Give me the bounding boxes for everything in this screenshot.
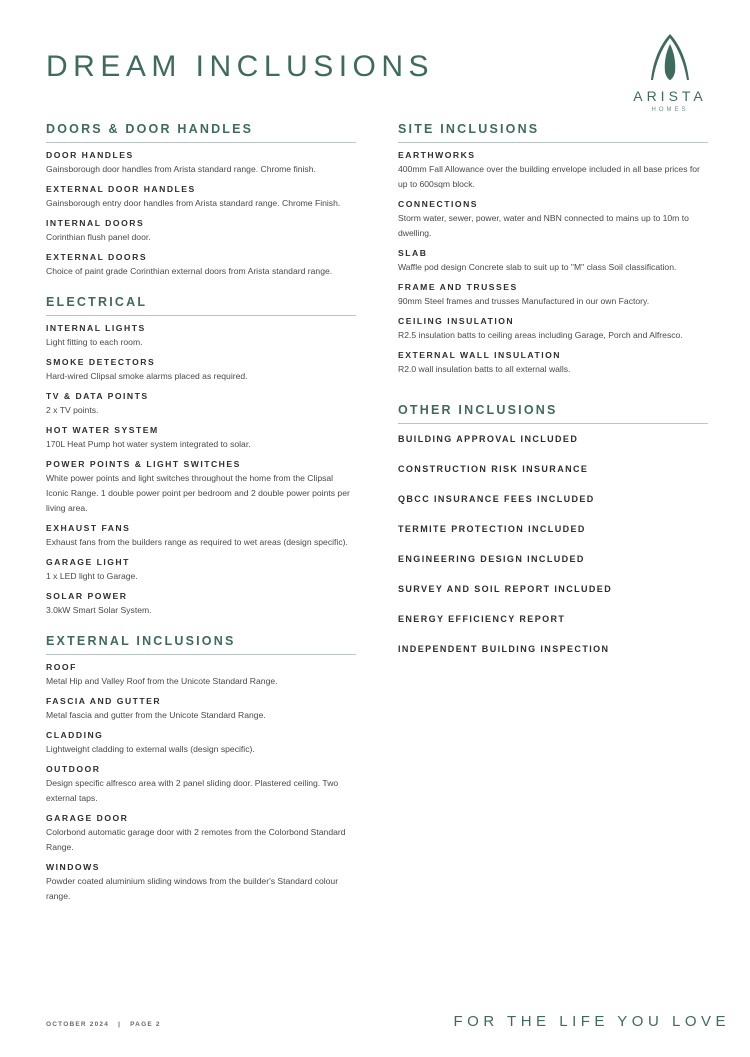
inclusion-description: R2.0 wall insulation batts to all external walls. bbox=[398, 364, 571, 374]
other-inclusion-item: BUILDING APPROVAL INCLUDED bbox=[398, 434, 579, 444]
footer-page-number: PAGE 2 bbox=[130, 1021, 161, 1028]
section-title: OTHER INCLUSIONS bbox=[398, 403, 558, 417]
inclusion-description: Storm water, sewer, power, water and NBN connected to mains up to 10m to dwelling. bbox=[398, 213, 689, 238]
inclusion-description: Hard-wired Clipsal smoke alarms placed as required. bbox=[46, 371, 248, 381]
section-title: EXTERNAL INCLUSIONS bbox=[46, 634, 236, 648]
inclusion-label: INTERNAL LIGHTS bbox=[46, 323, 146, 333]
inclusion-item bbox=[46, 696, 356, 723]
inclusion-description: 1 x LED light to Garage. bbox=[46, 571, 138, 581]
page-footer bbox=[46, 1013, 730, 1039]
inclusion-item bbox=[46, 252, 356, 279]
inclusion-item bbox=[46, 425, 356, 452]
section-title: DOORS & DOOR HANDLES bbox=[46, 122, 254, 136]
footer-meta bbox=[46, 1021, 161, 1028]
inclusion-item bbox=[398, 316, 708, 343]
inclusion-description: Gainsborough entry door handles from Arista standard range. Chrome Finish. bbox=[46, 198, 341, 208]
inclusion-label: EARTHWORKS bbox=[398, 150, 476, 160]
inclusion-item bbox=[46, 557, 356, 584]
section-divider bbox=[46, 654, 356, 655]
section-title: SITE INCLUSIONS bbox=[398, 122, 540, 136]
inclusion-description: Corinthian flush panel door. bbox=[46, 232, 151, 242]
other-inclusions-list bbox=[398, 434, 708, 654]
section-site-inclusions bbox=[398, 122, 708, 377]
inclusion-label: SMOKE DETECTORS bbox=[46, 357, 156, 367]
inclusion-label: CONNECTIONS bbox=[398, 199, 479, 209]
inclusion-description: Metal fascia and gutter from the Unicote Standard Range. bbox=[46, 710, 266, 720]
inclusion-label: CLADDING bbox=[46, 730, 104, 740]
inclusion-item bbox=[46, 523, 356, 550]
section-doors-door-handles bbox=[46, 122, 356, 279]
left-column bbox=[46, 122, 356, 920]
inclusion-label: EXHAUST FANS bbox=[46, 523, 131, 533]
inclusion-item bbox=[398, 150, 708, 192]
inclusion-label: INTERNAL DOORS bbox=[46, 218, 145, 228]
brand-name: ARISTA bbox=[633, 88, 707, 104]
inclusion-description: 2 x TV points. bbox=[46, 405, 99, 415]
inclusion-label: EXTERNAL WALL INSULATION bbox=[398, 350, 561, 360]
inclusion-item bbox=[46, 662, 356, 689]
inclusion-description: White power points and light switches throughout the home from the Clipsal Iconic Range. 1 double power point per bedroom and 2 double power points per living area. bbox=[46, 473, 350, 513]
inclusion-label: EXTERNAL DOORS bbox=[46, 252, 148, 262]
other-inclusion-item: QBCC INSURANCE FEES INCLUDED bbox=[398, 494, 595, 504]
inclusion-item bbox=[46, 323, 356, 350]
inclusion-description: Waffle pod design Concrete slab to suit up to "M" class Soil classification. bbox=[398, 262, 677, 272]
brand-logo bbox=[612, 32, 728, 113]
inclusion-description: 400mm Fall Allowance over the building envelope included in all base prices for up to 600sqm block. bbox=[398, 164, 700, 189]
page-title: DREAM INCLUSIONS bbox=[46, 50, 435, 83]
inclusion-description: Colorbond automatic garage door with 2 remotes from the Colorbond Standard Range. bbox=[46, 827, 346, 852]
inclusion-item bbox=[398, 248, 708, 275]
other-inclusion-item: INDEPENDENT BUILDING INSPECTION bbox=[398, 644, 610, 654]
other-inclusion-item: ENERGY EFFICIENCY REPORT bbox=[398, 614, 566, 624]
inclusion-label: SLAB bbox=[398, 248, 428, 258]
inclusion-description: 90mm Steel frames and trusses Manufactured in our own Factory. bbox=[398, 296, 650, 306]
inclusion-description: Powder coated aluminium sliding windows from the builder's Standard colour range. bbox=[46, 876, 339, 901]
footer-separator: | bbox=[118, 1021, 122, 1028]
inclusion-item bbox=[46, 184, 356, 211]
inclusion-label: POWER POINTS & LIGHT SWITCHES bbox=[46, 459, 241, 469]
inclusion-item bbox=[398, 282, 708, 309]
section-title: ELECTRICAL bbox=[46, 295, 148, 309]
inclusion-label: GARAGE LIGHT bbox=[46, 557, 130, 567]
inclusion-label: GARAGE DOOR bbox=[46, 813, 129, 823]
inclusion-label: ROOF bbox=[46, 662, 77, 672]
inclusion-item bbox=[46, 730, 356, 757]
section-divider bbox=[46, 315, 356, 316]
inclusion-description: Design specific alfresco area with 2 panel sliding door. Plastered ceiling. Two external taps. bbox=[46, 778, 339, 803]
inclusion-item bbox=[46, 813, 356, 855]
other-inclusion-item: ENGINEERING DESIGN INCLUDED bbox=[398, 554, 585, 564]
inclusion-description: Lightweight cladding to external walls (design specific). bbox=[46, 744, 255, 754]
inclusion-item bbox=[398, 350, 708, 377]
inclusion-label: FASCIA AND GUTTER bbox=[46, 696, 162, 706]
page-content bbox=[46, 36, 730, 1026]
section-divider bbox=[398, 423, 708, 424]
inclusion-item bbox=[398, 199, 708, 241]
section-other-inclusions bbox=[398, 403, 708, 654]
inclusion-description: 3.0kW Smart Solar System. bbox=[46, 605, 152, 615]
inclusion-item bbox=[46, 150, 356, 177]
inclusion-label: CEILING INSULATION bbox=[398, 316, 515, 326]
inclusion-item bbox=[46, 391, 356, 418]
section-electrical bbox=[46, 295, 356, 618]
inclusion-description: Metal Hip and Valley Roof from the Unicote Standard Range. bbox=[46, 676, 278, 686]
brand-subtitle: HOMES bbox=[651, 107, 689, 113]
inclusion-label: OUTDOOR bbox=[46, 764, 101, 774]
other-inclusion-item: TERMITE PROTECTION INCLUDED bbox=[398, 524, 586, 534]
inclusion-label: DOOR HANDLES bbox=[46, 150, 134, 160]
inclusion-item bbox=[46, 764, 356, 806]
inclusion-item bbox=[46, 862, 356, 904]
inclusion-label: EXTERNAL DOOR HANDLES bbox=[46, 184, 196, 194]
inclusion-item bbox=[46, 591, 356, 618]
inclusion-item bbox=[46, 459, 356, 516]
inclusion-label: SOLAR POWER bbox=[46, 591, 128, 601]
arista-leaf-logo-icon bbox=[612, 32, 728, 86]
inclusion-item bbox=[46, 357, 356, 384]
inclusion-description: 170L Heat Pump hot water system integrated to solar. bbox=[46, 439, 251, 449]
section-external-inclusions bbox=[46, 634, 356, 904]
inclusion-description: Light fitting to each room. bbox=[46, 337, 143, 347]
section-divider bbox=[46, 142, 356, 143]
inclusion-item bbox=[46, 218, 356, 245]
footer-tagline: FOR THE LIFE YOU LOVE bbox=[453, 1013, 730, 1030]
inclusion-description: R2.5 insulation batts to ceiling areas including Garage, Porch and Alfresco. bbox=[398, 330, 683, 340]
inclusion-label: HOT WATER SYSTEM bbox=[46, 425, 159, 435]
other-inclusion-item: CONSTRUCTION RISK INSURANCE bbox=[398, 464, 589, 474]
inclusion-description: Choice of paint grade Corinthian external doors from Arista standard range. bbox=[46, 266, 333, 276]
footer-date: OCTOBER 2024 bbox=[46, 1021, 110, 1028]
page-header bbox=[46, 36, 730, 114]
inclusion-label: WINDOWS bbox=[46, 862, 100, 872]
other-inclusion-item: SURVEY AND SOIL REPORT INCLUDED bbox=[398, 584, 613, 594]
right-column bbox=[398, 122, 708, 674]
inclusion-label: TV & DATA POINTS bbox=[46, 391, 149, 401]
inclusion-description: Gainsborough door handles from Arista standard range. Chrome finish. bbox=[46, 164, 316, 174]
inclusion-description: Exhaust fans from the builders range as required to wet areas (design specific). bbox=[46, 537, 348, 547]
inclusion-label: FRAME AND TRUSSES bbox=[398, 282, 518, 292]
section-divider bbox=[398, 142, 708, 143]
